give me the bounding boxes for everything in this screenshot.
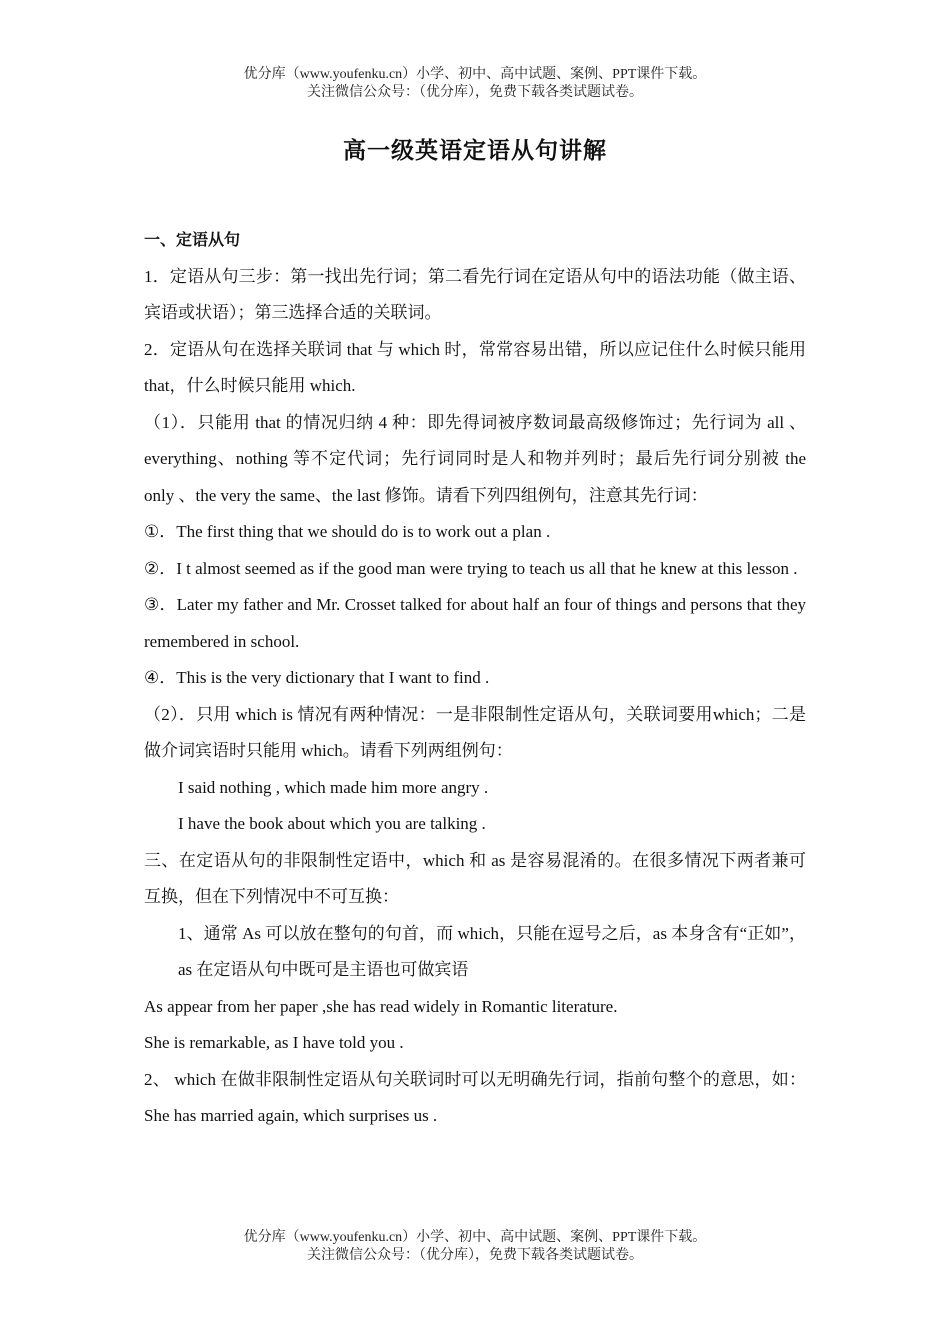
- footer-line-1: 优分库（www.youfenku.cn）小学、初中、高中试题、案例、PPT课件下载。: [243, 1230, 707, 1245]
- document-body: [144, 222, 806, 1135]
- paragraph-2: 2．定语从句在选择关联词 that 与 which 时，常常容易出错，所以应记住什么时候只能用 that，什么时候只能用 which.: [144, 339, 806, 395]
- paragraph-1: 1．定语从句三步：第一找出先行词；第二看先行词在定语从句中的语法功能（做主语、宾语或状语）；第三选择合适的关联词。: [144, 266, 806, 322]
- example-1: ①．The first thing that we should do is to work out a plan .: [144, 522, 551, 541]
- example-2: ②．I t almost seemed as if the good man were trying to teach us all that he knew at this lesson .: [144, 558, 798, 578]
- document-title: 高一级英语定语从句讲解: [343, 138, 607, 164]
- paragraph-4: （2）．只用 which is 情况有两种情况：一是非限制性定语从句，关联词要用which；二是做介词宾语时只能用 which。请看下列两组例句：: [144, 704, 806, 760]
- example-3: ③．Later my father and Mr. Crosset talked for about half an four of things and persons that they remembered in school.: [144, 595, 806, 651]
- header-line-1: 优分库（www.youfenku.cn）小学、初中、高中试题、案例、PPT课件下载。: [243, 67, 707, 82]
- example-8: She is remarkable, as I have told you .: [144, 1033, 404, 1052]
- paragraph-5: 三、在定语从句的非限制性定语中，which 和 as 是容易混淆的。在很多情况下两者兼可互换，但在下列情况中不可互换：: [144, 850, 806, 906]
- paragraph-3: （1）．只能用 that 的情况归纳 4 种：即先得词被序数词最高级修饰过；先行词为 all 、everything、nothing 等不定代词；先行词同时是人和物并列时；最后先行词分别被 the only 、the very the same、the last 修饰。请看下列四组例句，注意其先行词：: [144, 412, 806, 505]
- header-line-2: 关注微信公众号：（优分库），免费下载各类试题试卷。: [307, 85, 643, 100]
- section-heading: 一、定语从句: [144, 230, 241, 249]
- paragraph-7: 2、 which 在做非限制性定语从句关联词时可以无明确先行词，指前句整个的意思，如：She has married again, which surprises us .: [144, 1069, 806, 1125]
- page-footer: [0, 1229, 950, 1265]
- page-header: [0, 66, 950, 102]
- paragraph-6: 1、通常 As 可以放在整句的句首，而 which，只能在逗号之后，as 本身含有“正如”，as 在定语从句中既可是主语也可做宾语: [178, 923, 806, 979]
- example-4: ④．This is the very dictionary that I want to find .: [144, 668, 490, 687]
- example-5: I said nothing , which made him more angry .: [178, 777, 489, 797]
- example-7: As appear from her paper ,she has read widely in Romantic literature.: [144, 996, 618, 1016]
- footer-line-2: 关注微信公众号：（优分库），免费下载各类试题试卷。: [307, 1248, 643, 1263]
- example-6: I have the book about which you are talking .: [178, 814, 486, 833]
